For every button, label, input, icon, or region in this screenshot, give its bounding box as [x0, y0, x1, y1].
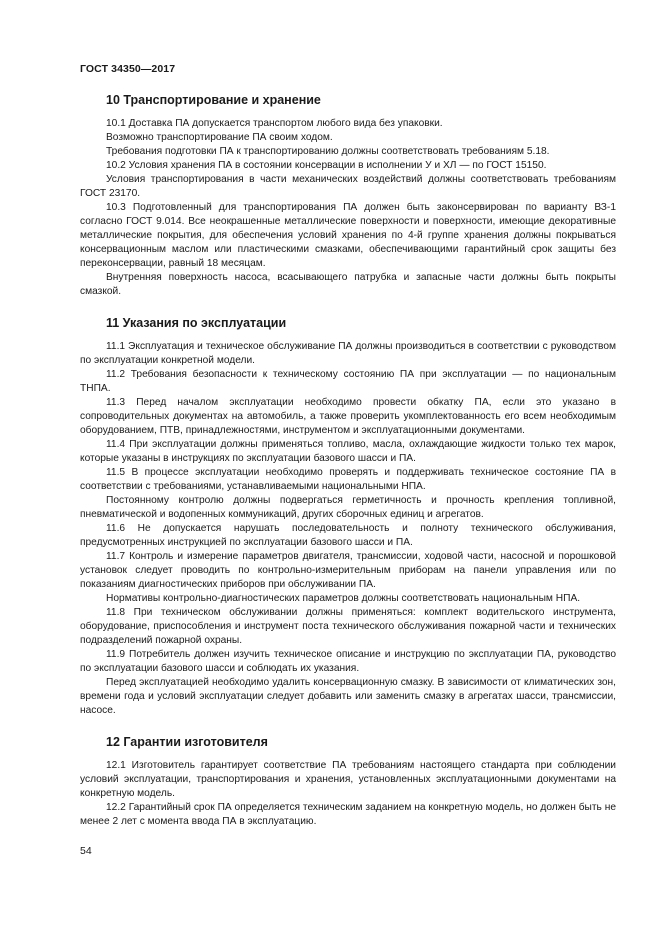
section-12 [80, 734, 616, 829]
paragraph: 10.2 Условия хранения ПА в состоянии консервации в исполнении У и ХЛ — по ГОСТ 15150. [106, 160, 547, 171]
section-title: 12 Гарантии изготовителя [106, 735, 268, 749]
paragraph: Условия транспортирования в части механических воздействий должны соответствовать требованиям ГОСТ 23170. [80, 174, 616, 199]
paragraph: 10.1 Доставка ПА допускается транспортом любого вида без упаковки. [106, 118, 443, 129]
paragraph: 11.6 Не допускается нарушать последовательность и полноту технического обслуживания, предусмотренных инструкцией по эксплуатации базового шасси и ПА. [80, 523, 616, 548]
section-title: 10 Транспортирование и хранение [106, 93, 321, 107]
paragraph: Перед эксплуатацией необходимо удалить консервационную смазку. В зависимости от климатических зон, времени года и условий эксплуатации следует добавить или заменить смазку в агрегатах шасси, трансмиссии, насосе. [80, 677, 616, 716]
paragraph: 11.9 Потребитель должен изучить техническое описание и инструкцию по эксплуатации ПА, руководство по эксплуатации базового шасси и соблюдать их указания. [80, 649, 616, 674]
section-10 [80, 92, 616, 299]
paragraph: 11.5 В процессе эксплуатации необходимо проверять и поддерживать техническое состояние ПА в соответствии с требованиями, устанавливаемыми национальными НПА. [80, 467, 616, 492]
page-number: 54 [80, 845, 92, 857]
paragraph: 11.3 Перед началом эксплуатации необходимо провести обкатку ПА, если это указано в сопроводительных документах на автомобиль, а также проверить укомплектованность его всем необходимым оборудованием, ПТВ, принадлежностями, инструментом и эксплуатационными документами. [80, 397, 616, 436]
page-content [80, 92, 616, 845]
paragraph: 12.1 Изготовитель гарантирует соответствие ПА требованиям настоящего стандарта при соблюдении условий эксплуатации, транспортирования и хранения, установленных эксплуатационными документами на конкретную модель. [80, 760, 616, 799]
paragraph: 11.1 Эксплуатация и техническое обслуживание ПА должны производиться в соответствии с руководством по эксплуатации конкретной модели. [80, 341, 616, 366]
paragraph: 11.4 При эксплуатации должны применяться топливо, масла, охлаждающие жидкости только тех марок, которые указаны в инструкциях по эксплуатации базового шасси и ПА. [80, 439, 616, 464]
section-title: 11 Указания по эксплуатации [106, 316, 287, 330]
paragraph: 10.3 Подготовленный для транспортирования ПА должен быть законсервирован по варианту ВЗ-1 согласно ГОСТ 9.014. Все неокрашенные металлические поверхности и поверхности, имеющие декоративные металлические покрытия, для обеспечения условий хранения по 4-й группе хранения должны покрываться консервационным маслом или пластическими смазками, обеспечивающими гарантийный срок защиты без переконсервации, равный 18 месяцам. [80, 202, 616, 269]
paragraph: 12.2 Гарантийный срок ПА определяется техническим заданием на конкретную модель, но должен быть не менее 2 лет с момента ввода ПА в эксплуатацию. [80, 802, 616, 827]
paragraph: 11.2 Требования безопасности к техническому состоянию ПА при эксплуатации — по национальным ТНПА. [80, 369, 616, 394]
paragraph: Требования подготовки ПА к транспортированию должны соответствовать требованиям 5.18. [106, 146, 550, 157]
paragraph: Внутренняя поверхность насоса, всасывающего патрубка и запасные части должны быть покрыты смазкой. [80, 272, 616, 297]
standard-header: ГОСТ 34350—2017 [80, 63, 176, 75]
paragraph: Постоянному контролю должны подвергаться герметичность и прочность крепления топливной, пневматической и водопенных коммуникаций, других сборочных единиц и агрегатов. [80, 495, 616, 520]
paragraph: 11.7 Контроль и измерение параметров двигателя, трансмиссии, ходовой части, насосной и порошковой установок следует проводить по контрольно-измерительным приборам на панели управления или по показаниям диагностических приборов при обслуживании ПА. [80, 551, 616, 590]
paragraph: Нормативы контрольно-диагностических параметров должны соответствовать национальным НПА. [106, 593, 581, 604]
section-11 [80, 315, 616, 718]
paragraph: 11.8 При техническом обслуживании должны применяться: комплект водительского инструмента, оборудование, приспособления и инструмент поста технического обслуживания пожарной части и технических подразделений пожарной охраны. [80, 607, 616, 646]
paragraph: Возможно транспортирование ПА своим ходом. [106, 132, 333, 143]
